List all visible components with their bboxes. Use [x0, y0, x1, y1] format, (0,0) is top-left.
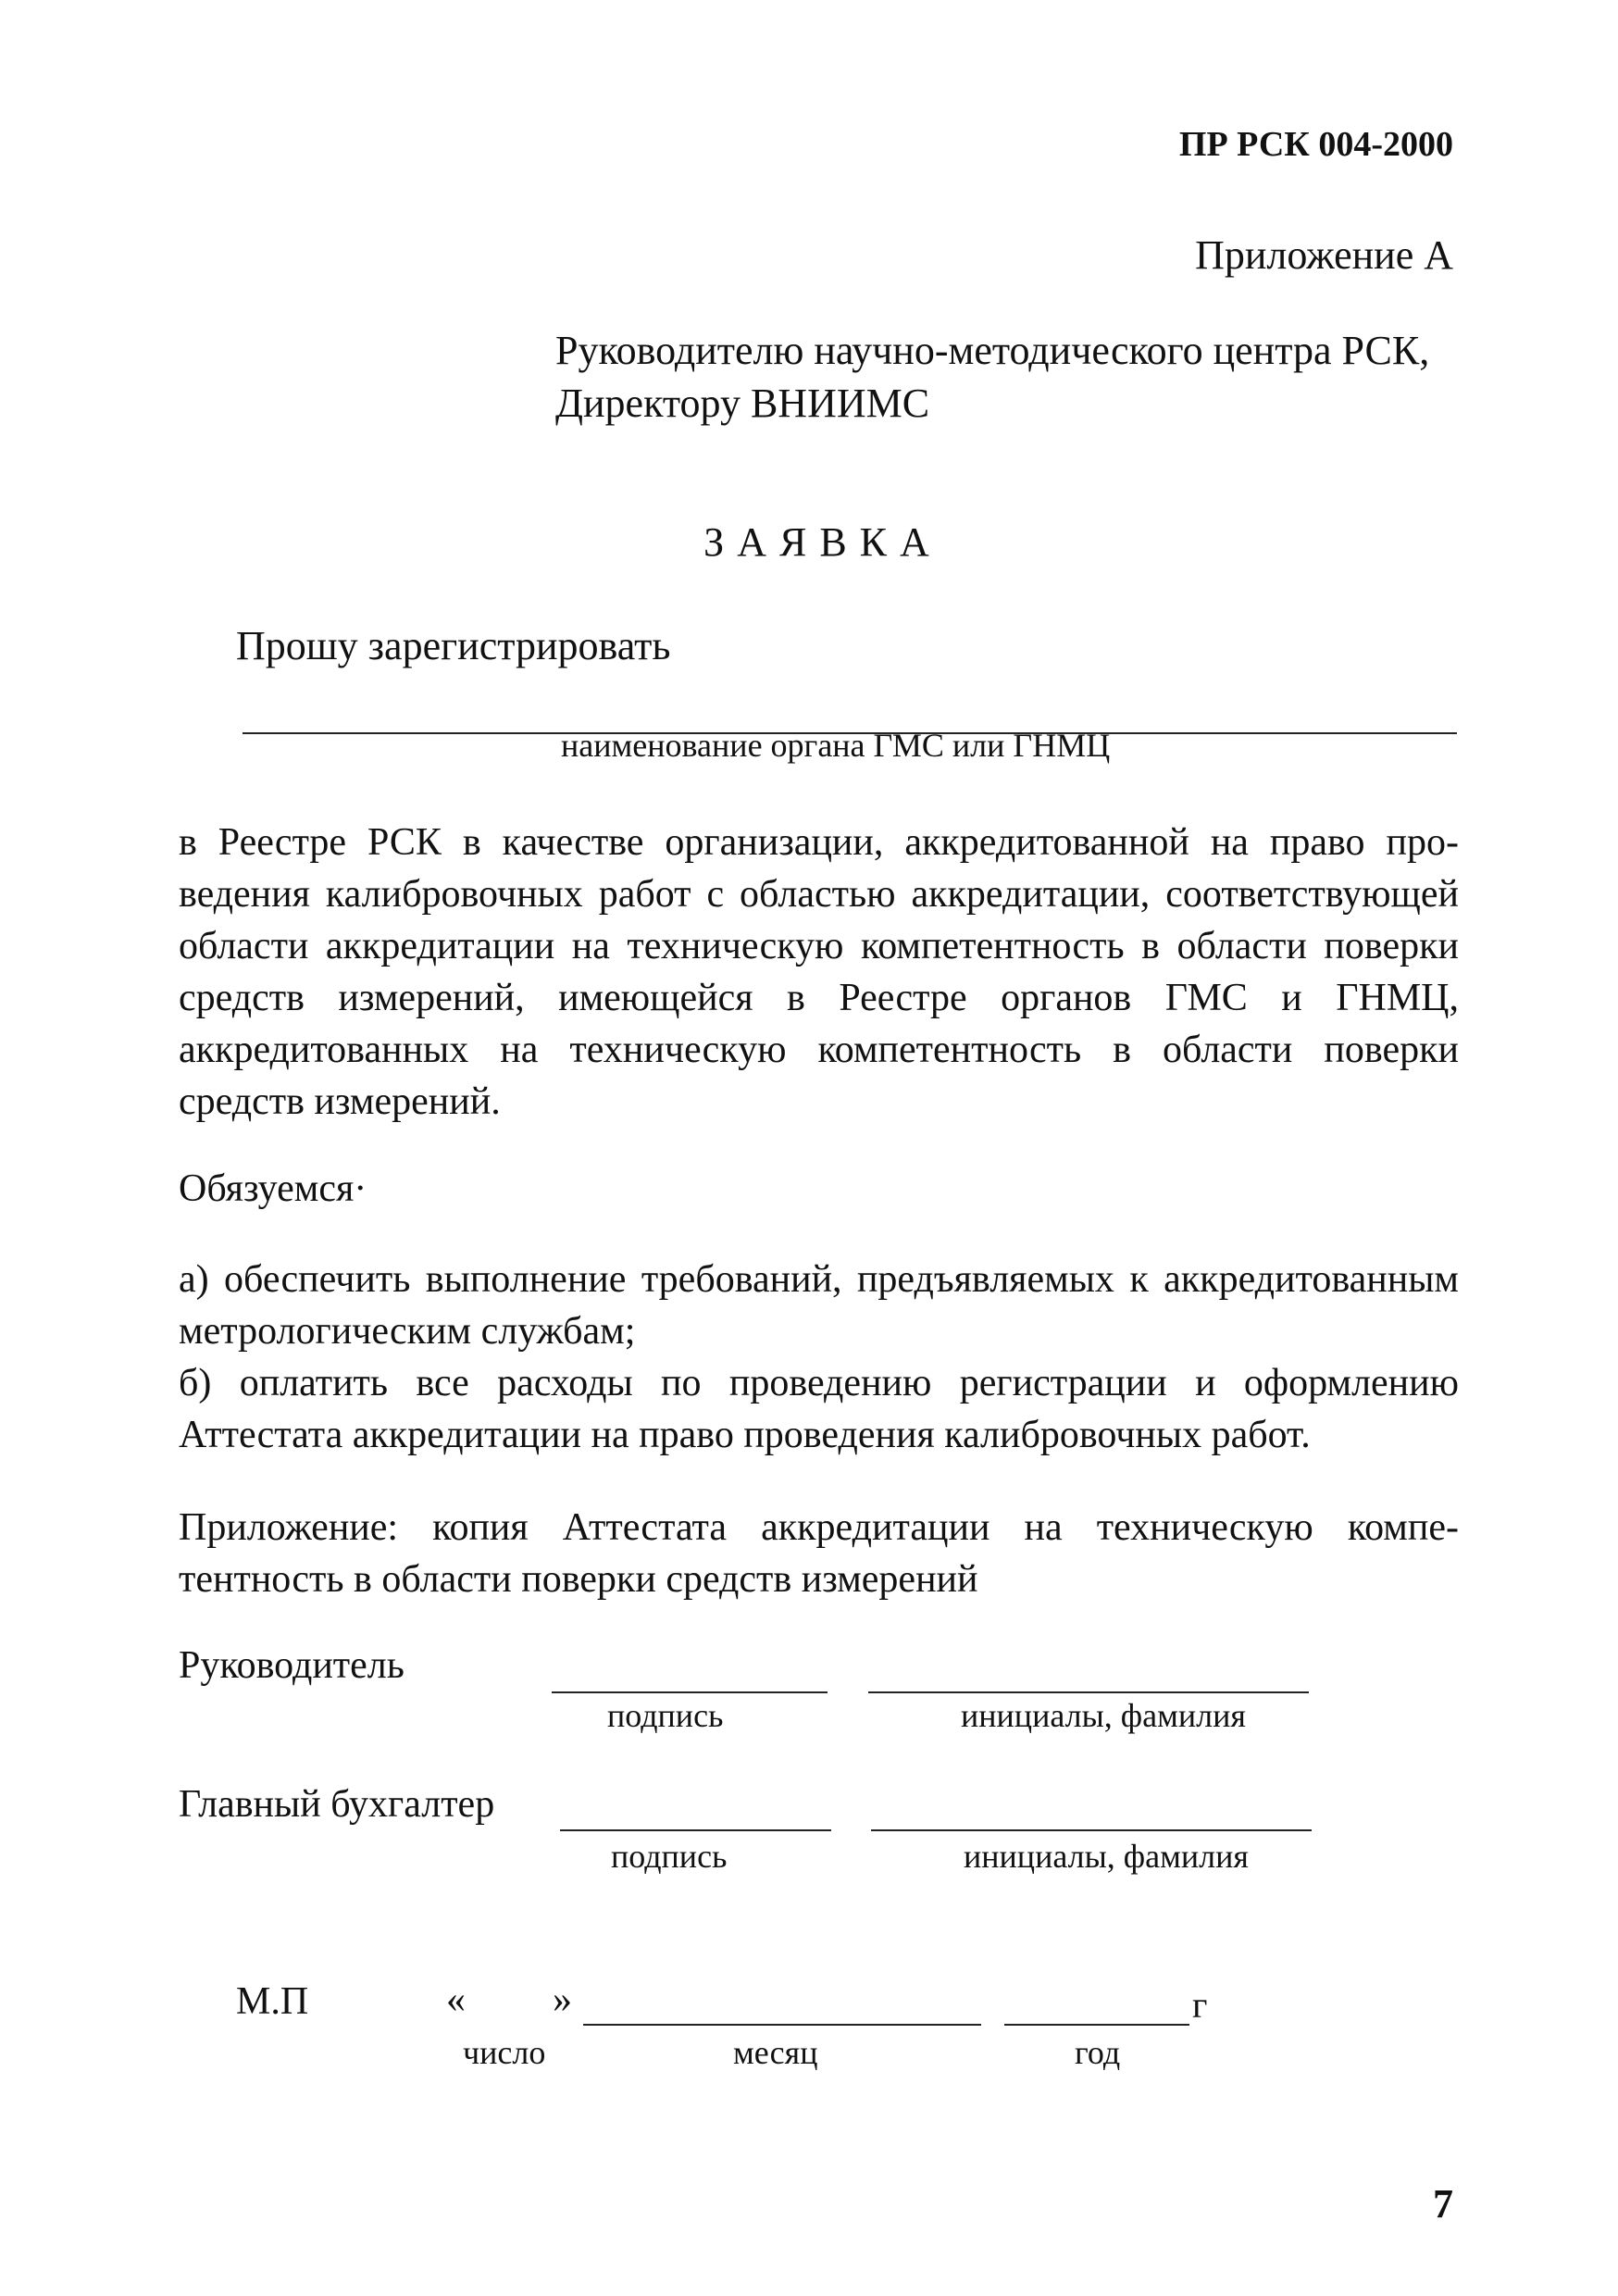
document-code: ПР РСК 004-2000 [1178, 125, 1453, 164]
obligation-item-b: б) оплатить все расходы по проведению регистрации и оформлению Аттестата аккредитации на право проведения калибровочных работ. [179, 1362, 1459, 1456]
document-title: ЗАЯВКА [703, 519, 942, 565]
addressee-line-1: Руководителю научно-методического центра РСК, [555, 328, 1430, 373]
page-number: 7 [1433, 2181, 1453, 2227]
accountant-signature-line [560, 1829, 831, 1831]
request-text: Прошу зарегистрировать [236, 623, 671, 668]
seal-placeholder: М.П [236, 1980, 309, 2023]
org-name-caption: наименование органа ГМС или ГНМЦ [561, 727, 1111, 764]
date-month-line [583, 2024, 981, 2026]
attachment-note: Приложение: копия Аттестата аккредитации на техническую компетентность в области поверки средств измерений [179, 1506, 1459, 1601]
accountant-name-line [871, 1829, 1312, 1831]
main-paragraph: в Реестре РСК в качестве организации, аккредитованной на право проведения калибровочных работ с областью аккредитации, соответствующей области аккредитации на техническую компетентность в области поверки средств измерений, имеющейся в Реестре органов ГМС и ГНМЦ, аккредитованных на техническую компетентность в области поверки средств измерений. [179, 821, 1459, 1123]
obligations-heading: Обязуемся· [179, 1167, 367, 1210]
date-quote-close: » [553, 1978, 572, 2021]
director-signature-caption: подпись [607, 1697, 724, 1734]
accountant-signature-caption: подпись [611, 1838, 728, 1875]
year-suffix: г [1192, 1984, 1208, 2026]
day-caption: число [463, 2034, 546, 2071]
signature-role-accountant: Главный бухгалтер [179, 1783, 495, 1826]
date-quote-open: « [446, 1978, 466, 2021]
accountant-name-caption: инициалы, фамилия [964, 1838, 1249, 1875]
appendix-label: Приложение А [1195, 232, 1453, 278]
year-caption: год [1075, 2034, 1121, 2071]
obligation-item-a: а) обеспечить выполнение требований, предъявляемых к аккредитованным метрологическим службам; [179, 1258, 1459, 1353]
director-name-caption: инициалы, фамилия [961, 1697, 1246, 1734]
addressee-block [555, 324, 1429, 430]
director-signature-line [552, 1691, 828, 1693]
month-caption: месяц [733, 2034, 818, 2071]
signature-role-director: Руководитель [179, 1644, 404, 1687]
addressee-line-2: Директору ВНИИМС [555, 381, 930, 426]
date-year-line [1004, 2024, 1189, 2026]
director-name-line [868, 1691, 1309, 1693]
